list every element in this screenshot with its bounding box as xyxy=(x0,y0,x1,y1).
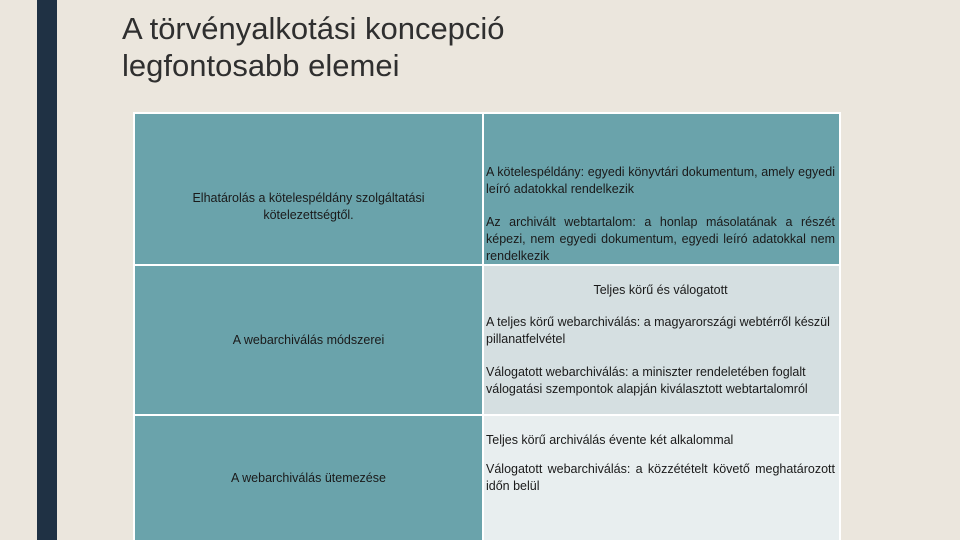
concept-table xyxy=(133,112,841,540)
table-row-1-content xyxy=(484,114,839,264)
accent-bar xyxy=(37,0,57,540)
table-row-1-label xyxy=(135,114,482,264)
table-row-1-paragraph-1: A kötelespéldány: egyedi könyvtári dokumentum, amely egyedi leíró adatokkal rendelkezik xyxy=(486,165,835,196)
slide-title-line-1: A törvényalkotási koncepció xyxy=(122,11,505,46)
table-row-3-label-text: A webarchiválás ütemezése xyxy=(231,470,386,485)
table-row-2-paragraph-1: Teljes körű és válogatott xyxy=(593,283,728,297)
table-row-2-content xyxy=(484,266,839,414)
table-row-3-label xyxy=(135,416,482,540)
table-row-2-paragraph-2: A teljes körű webarchiválás: a magyarországi webtérről készül pillanatfelvétel xyxy=(486,315,830,346)
table-row-2-paragraph-3: Válogatott webarchiválás: a miniszter rendeletében foglalt válogatási szempontok alapján kiválasztott webtartalomról xyxy=(486,365,808,396)
table-row-2-label xyxy=(135,266,482,414)
table-row-1-label-text: Elhatárolás a kötelespéldány szolgáltatási kötelezettségtől. xyxy=(192,191,425,222)
table-row-2-label-text: A webarchiválás módszerei xyxy=(232,332,385,347)
table-row-3-paragraph-1: Teljes körű archiválás évente két alkalommal xyxy=(486,433,734,447)
table-row-1-paragraph-2: Az archivált webtartalom: a honlap másolatának a részét képezi, nem egyedi dokumentum, egyedi leíró adatokkal nem rendelkezik xyxy=(486,215,835,263)
table-row-3-paragraph-2: Válogatott webarchiválás: a közzétételt követő meghatározott időn belül xyxy=(486,462,835,493)
slide-title-line-2: legfontosabb elemei xyxy=(122,48,400,83)
table-row-3-content xyxy=(484,416,839,540)
slide-title xyxy=(122,10,822,84)
